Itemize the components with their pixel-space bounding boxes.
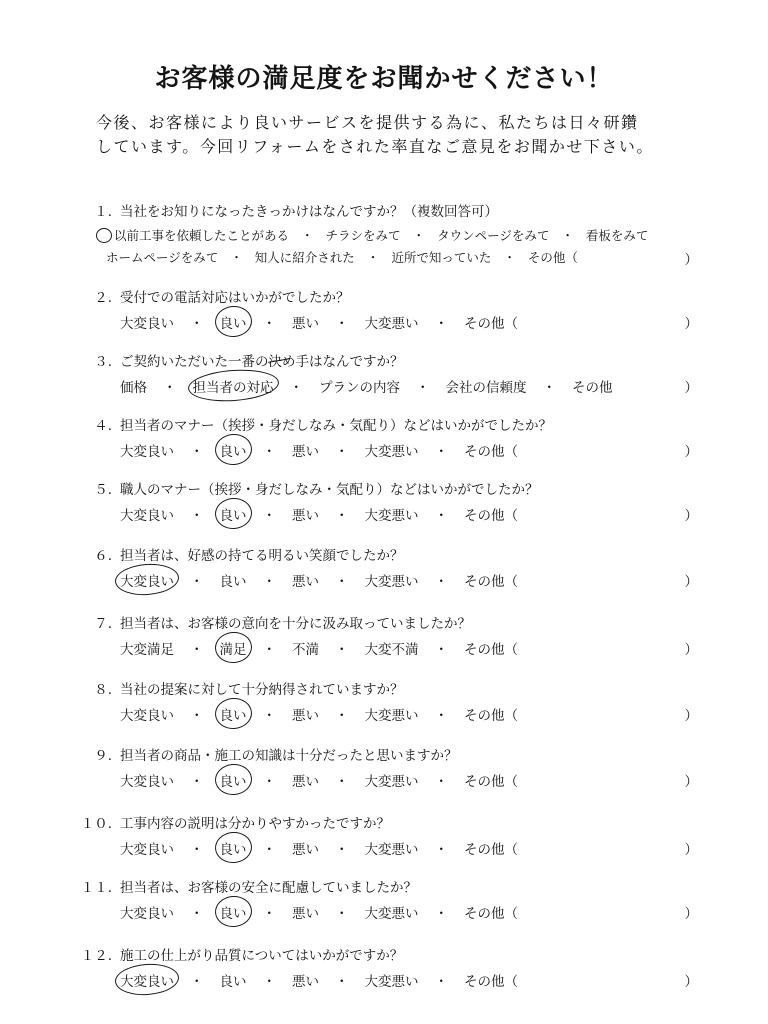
separator-dot: ・	[262, 906, 276, 922]
option-label: 満足	[219, 642, 247, 658]
handwritten-circle-mark	[213, 831, 252, 865]
question-10-text	[78, 812, 390, 832]
question-9	[78, 744, 698, 804]
option-1[interactable]	[120, 770, 174, 790]
option-label: その他（	[464, 444, 518, 460]
option-label: その他（	[464, 906, 518, 922]
option-2[interactable]	[220, 440, 247, 460]
option-4[interactable]	[365, 704, 419, 724]
question-label: 当社をお知りになったきっかけはなんですか？（複数回答可）	[120, 204, 498, 220]
question-1-text	[78, 200, 498, 220]
option-label: 良い	[219, 774, 247, 790]
close-paren: ）	[684, 508, 698, 524]
separator-dot: ・	[190, 708, 204, 724]
option-1[interactable]	[120, 504, 174, 524]
separator-dot: ・	[190, 642, 204, 658]
question-12-text	[78, 944, 403, 964]
option-referral[interactable]: 知人に紹介された	[254, 250, 355, 265]
option-5[interactable]	[572, 376, 613, 396]
option-label: その他（	[464, 316, 518, 332]
separator-dot: ・	[262, 842, 276, 858]
question-number: １.	[94, 204, 112, 220]
separator-dot: ・	[434, 444, 448, 460]
option-label: 悪い	[292, 974, 319, 990]
intro-line-2: しています。今回リフォームをされた率直なご意見をお聞かせ下さい。	[96, 137, 654, 156]
close-paren: ）	[684, 252, 698, 268]
close-paren: ）	[684, 708, 698, 724]
separator-dot: ・	[416, 380, 430, 396]
question-number: ２.	[94, 290, 112, 306]
question-7-text	[78, 612, 471, 632]
question-number: １１.	[80, 880, 112, 896]
option-3[interactable]	[292, 704, 319, 724]
option-label: その他（	[464, 774, 518, 790]
option-2[interactable]	[220, 312, 247, 332]
options-row	[120, 770, 680, 790]
separator-dot: ・	[335, 774, 349, 790]
option-5[interactable]	[464, 638, 518, 658]
option-4[interactable]	[365, 838, 419, 858]
close-paren: ）	[684, 842, 698, 858]
option-2[interactable]	[220, 704, 247, 724]
separator-dot: ・	[335, 974, 349, 990]
option-label: その他（	[464, 842, 518, 858]
option-3[interactable]	[292, 312, 319, 332]
option-4[interactable]	[365, 970, 419, 990]
question-label: 担当者は、お客様の意向を十分に汲み取っていましたか？	[120, 616, 471, 632]
separator-dot: ・	[434, 316, 448, 332]
option-3[interactable]	[292, 440, 319, 460]
close-paren: ）	[684, 974, 698, 990]
separator-dot: ・	[262, 444, 276, 460]
option-2[interactable]	[220, 770, 247, 790]
close-paren: ）	[684, 316, 698, 332]
option-previous-work[interactable]: 以前工事を依頼したことがある	[114, 228, 290, 243]
option-label: 大変良い	[120, 906, 174, 922]
separator-dot: ・	[190, 574, 204, 590]
separator-dot: ・	[190, 444, 204, 460]
option-label: 大変悪い	[364, 316, 419, 332]
close-paren: ）	[684, 642, 698, 658]
option-label: 不満	[292, 642, 319, 658]
option-4[interactable]	[365, 902, 419, 922]
question-number: ９.	[94, 748, 112, 764]
option-1[interactable]	[120, 902, 174, 922]
separator-dot: ・	[301, 228, 314, 243]
separator-dot: ・	[289, 380, 303, 396]
question-5	[78, 478, 698, 538]
question-label: 担当者は、好感の持てる明るい笑顔でしたか？	[120, 548, 404, 564]
option-4[interactable]	[365, 570, 419, 590]
separator-dot: ・	[434, 642, 448, 658]
question-6-text	[78, 544, 404, 564]
option-1[interactable]	[120, 376, 147, 396]
handwritten-circle-mark	[213, 305, 252, 339]
survey-title: お客様の満足度をお聞かせください！	[154, 64, 614, 94]
options-row	[120, 902, 680, 922]
option-5[interactable]	[464, 770, 518, 790]
option-label: 良い	[219, 906, 247, 922]
option-4[interactable]	[446, 376, 527, 396]
option-1[interactable]	[120, 704, 174, 724]
option-neighborhood[interactable]: 近所で知っていた	[391, 250, 492, 265]
handwritten-circle-mark	[213, 895, 252, 929]
separator-dot: ・	[335, 842, 349, 858]
option-label: 良い	[219, 708, 247, 724]
option-label: 大変良い	[120, 444, 174, 460]
option-label: 悪い	[292, 316, 319, 332]
separator-dot: ・	[190, 508, 204, 524]
separator-dot: ・	[434, 906, 448, 922]
separator-dot: ・	[335, 708, 349, 724]
option-label: 大変良い	[120, 316, 174, 332]
option-label: 価格	[120, 380, 147, 396]
question-7	[78, 612, 698, 672]
question-number: ７.	[94, 616, 112, 632]
option-3[interactable]	[319, 376, 400, 396]
separator-dot: ・	[434, 974, 448, 990]
option-5[interactable]	[464, 504, 518, 524]
option-2[interactable]	[193, 376, 274, 396]
question-label: 受付での電話対応はいかがでしたか？	[120, 290, 350, 306]
question-number: １２.	[80, 948, 112, 964]
option-label: その他（	[464, 642, 518, 658]
option-5[interactable]	[464, 902, 518, 922]
option-other[interactable]: その他（	[527, 250, 578, 265]
options-row	[120, 376, 680, 396]
handwritten-circle-mark	[213, 631, 252, 665]
option-label: 大変悪い	[364, 508, 419, 524]
options-row	[120, 440, 680, 460]
question-number: ５.	[94, 482, 112, 498]
separator-dot: ・	[434, 774, 448, 790]
separator-dot: ・	[262, 708, 276, 724]
options-row	[120, 638, 680, 658]
options-row	[120, 704, 680, 724]
option-signboard[interactable]: 看板をみて	[585, 228, 649, 243]
close-paren: ）	[684, 906, 698, 922]
option-label: 悪い	[292, 906, 319, 922]
option-label: 大変悪い	[364, 842, 419, 858]
question-label: 担当者は、お客様の安全に配慮していましたか？	[120, 880, 417, 896]
question-number: ３.	[94, 354, 112, 370]
question-8-text	[78, 678, 404, 698]
option-label: 良い	[219, 316, 247, 332]
option-2[interactable]	[220, 970, 247, 990]
question-4	[78, 414, 698, 474]
options-row	[120, 570, 680, 590]
close-paren: ）	[684, 444, 698, 460]
option-4[interactable]	[365, 504, 419, 524]
option-label: 会社の信頼度	[445, 380, 527, 396]
option-3[interactable]	[292, 504, 319, 524]
separator-dot: ・	[230, 250, 243, 265]
option-1[interactable]	[120, 312, 174, 332]
option-townpage[interactable]: タウンページをみて	[437, 228, 550, 243]
handwritten-circle-mark	[213, 697, 252, 731]
option-label: 良い	[219, 508, 247, 524]
question-5-text	[78, 478, 539, 498]
option-label: 大変良い	[120, 708, 174, 724]
option-label: 悪い	[292, 842, 319, 858]
separator-dot: ・	[434, 508, 448, 524]
option-5[interactable]	[464, 704, 518, 724]
separator-dot: ・	[262, 508, 276, 524]
option-label: その他	[572, 380, 613, 396]
close-paren: ）	[684, 774, 698, 790]
option-1[interactable]	[120, 638, 174, 658]
question-11-text	[78, 876, 417, 896]
handwritten-circle-mark	[114, 962, 180, 997]
option-homepage[interactable]: ホームページをみて	[106, 250, 219, 265]
question-number: １０.	[80, 816, 112, 832]
option-label: 大変悪い	[364, 444, 419, 460]
handwritten-circle-mark	[213, 763, 252, 797]
handwritten-circle-mark	[114, 562, 180, 597]
option-5[interactable]	[464, 838, 518, 858]
separator-dot: ・	[190, 774, 204, 790]
option-label: その他（	[464, 508, 518, 524]
question-label: ご契約いただいた一番の決め手はなんですか？	[120, 354, 404, 370]
option-1[interactable]	[120, 570, 174, 590]
option-label: その他（	[464, 574, 518, 590]
separator-dot: ・	[190, 316, 204, 332]
option-3[interactable]	[292, 570, 319, 590]
question-label: 担当者のマナー（挨拶・身だしなみ・気配り）などはいかがでしたか？	[120, 418, 552, 434]
option-label: 悪い	[292, 444, 319, 460]
handwritten-circle-mark	[213, 497, 252, 531]
question-label: 担当者の商品・施工の知識は十分だったと思いますか？	[120, 748, 458, 764]
option-2[interactable]	[220, 838, 247, 858]
separator-dot: ・	[262, 574, 276, 590]
separator-dot: ・	[335, 444, 349, 460]
option-3[interactable]	[292, 638, 319, 658]
handwritten-circle-mark	[187, 367, 280, 404]
option-2[interactable]	[220, 570, 247, 590]
option-5[interactable]	[464, 570, 518, 590]
separator-dot: ・	[190, 974, 204, 990]
option-label: 悪い	[292, 508, 319, 524]
option-5[interactable]	[464, 312, 518, 332]
separator-dot: ・	[503, 250, 516, 265]
option-label: 良い	[219, 444, 247, 460]
option-label: 担当者の対応	[192, 380, 274, 396]
option-3[interactable]	[292, 838, 319, 858]
option-label: 大変良い	[120, 774, 174, 790]
separator-dot: ・	[335, 574, 349, 590]
question-number: ８.	[94, 682, 112, 698]
q1-options-line-2	[106, 248, 578, 266]
separator-dot: ・	[434, 842, 448, 858]
close-paren: ）	[684, 380, 698, 396]
question-label: 当社の提案に対して十分納得されていますか？	[120, 682, 404, 698]
option-3[interactable]	[292, 902, 319, 922]
option-4[interactable]	[365, 440, 419, 460]
option-label: その他（	[464, 974, 518, 990]
options-row	[120, 504, 680, 524]
option-label: 大変悪い	[364, 708, 419, 724]
option-3[interactable]	[292, 970, 319, 990]
question-6	[78, 544, 698, 604]
separator-dot: ・	[262, 642, 276, 658]
option-2[interactable]	[220, 504, 247, 524]
option-label: 大変悪い	[364, 774, 419, 790]
handwritten-circle-mark	[213, 433, 252, 467]
separator-dot: ・	[542, 380, 556, 396]
question-11	[78, 876, 698, 936]
option-label: 大変悪い	[364, 974, 419, 990]
separator-dot: ・	[262, 774, 276, 790]
option-4[interactable]	[365, 770, 419, 790]
separator-dot: ・	[262, 974, 276, 990]
option-label: 大変悪い	[364, 906, 419, 922]
question-8	[78, 678, 698, 738]
option-2[interactable]	[220, 638, 247, 658]
question-10	[78, 812, 698, 872]
option-label: 悪い	[292, 574, 319, 590]
close-paren: ）	[684, 574, 698, 590]
option-label: 大変良い	[120, 974, 174, 990]
option-label: 良い	[219, 974, 247, 990]
option-1[interactable]	[120, 970, 174, 990]
option-label: 大変不満	[364, 642, 419, 658]
separator-dot: ・	[561, 228, 574, 243]
intro-line-1: 今後、お客様により良いサービスを提供する為に、私たちは日々研鑽	[96, 113, 639, 132]
separator-dot: ・	[190, 842, 204, 858]
option-4[interactable]	[365, 312, 419, 332]
question-9-text	[78, 744, 458, 764]
option-label: 良い	[219, 574, 247, 590]
separator-dot: ・	[262, 316, 276, 332]
question-2-text	[78, 286, 350, 306]
separator-dot: ・	[190, 906, 204, 922]
option-label: プランの内容	[319, 380, 400, 396]
question-label: 工事内容の説明は分かりやすかったですか？	[120, 816, 390, 832]
separator-dot: ・	[335, 316, 349, 332]
option-label: その他（	[464, 708, 518, 724]
separator-dot: ・	[163, 380, 177, 396]
options-row	[120, 312, 680, 332]
option-label: 大変良い	[120, 508, 174, 524]
separator-dot: ・	[335, 508, 349, 524]
question-number: ４.	[94, 418, 112, 434]
separator-dot: ・	[335, 906, 349, 922]
option-label: 大変良い	[120, 842, 174, 858]
question-1	[78, 200, 698, 270]
option-1[interactable]	[120, 838, 174, 858]
option-label: 良い	[219, 842, 247, 858]
option-2[interactable]	[220, 902, 247, 922]
option-label: 悪い	[292, 708, 319, 724]
option-5[interactable]	[464, 970, 518, 990]
options-row	[120, 838, 680, 858]
option-4[interactable]	[365, 638, 419, 658]
option-5[interactable]	[464, 440, 518, 460]
separator-dot: ・	[434, 708, 448, 724]
question-3-text	[78, 350, 404, 370]
option-label: 大変良い	[120, 574, 174, 590]
option-1[interactable]	[120, 440, 174, 460]
question-label: 職人のマナー（挨拶・身だしなみ・気配り）などはいかがでしたか？	[120, 482, 539, 498]
separator-dot: ・	[412, 228, 426, 243]
question-12	[78, 944, 698, 1004]
circle-mark	[96, 228, 112, 243]
question-2	[78, 286, 698, 346]
options-row	[120, 970, 680, 990]
separator-dot: ・	[335, 642, 349, 658]
question-4-text	[78, 414, 552, 434]
question-3	[78, 350, 698, 410]
option-flyer[interactable]: チラシをみて	[325, 228, 401, 243]
q1-options-line-1	[114, 226, 648, 244]
separator-dot: ・	[434, 574, 448, 590]
separator-dot: ・	[366, 250, 380, 265]
option-label: 大変悪い	[364, 574, 419, 590]
option-label: 悪い	[292, 774, 319, 790]
option-label: 大変満足	[120, 642, 174, 658]
question-number: ６.	[94, 548, 112, 564]
question-label: 施工の仕上がり品質についてはいかがですか？	[120, 948, 404, 964]
option-3[interactable]	[292, 770, 319, 790]
